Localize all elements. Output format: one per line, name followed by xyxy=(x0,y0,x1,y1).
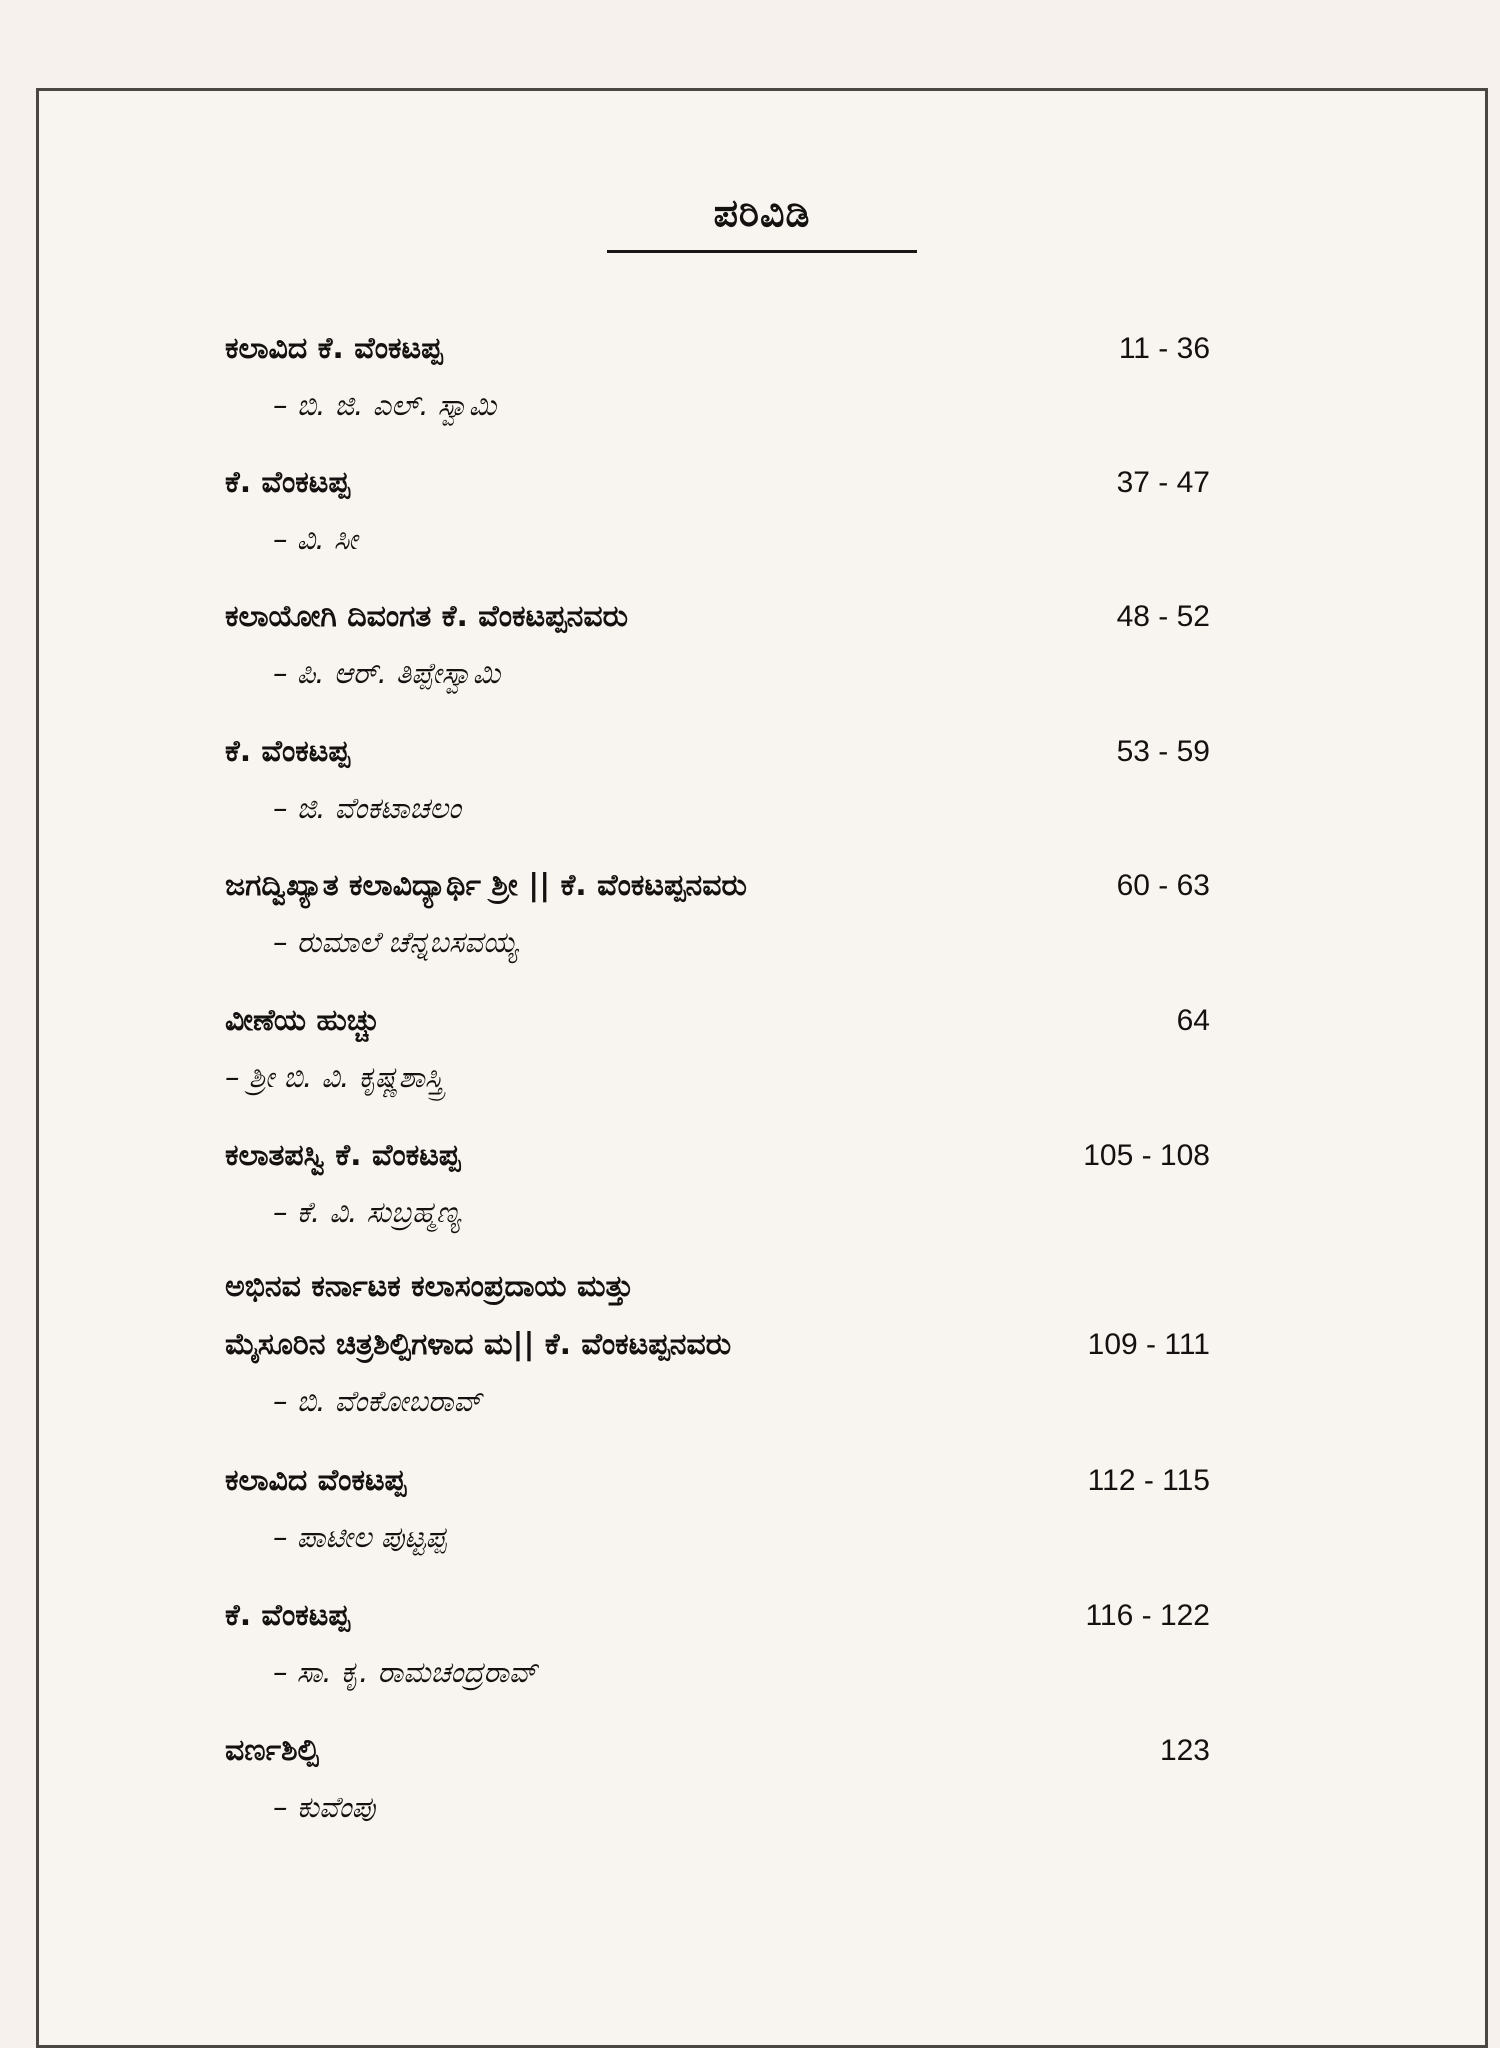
toc-entry-author: – ಕುವೆಂಪು xyxy=(273,1790,376,1824)
toc-entry xyxy=(225,1721,1210,1833)
toc-entry-title: ಜಗದ್ವಿಖ್ಯಾತ ಕಲಾವಿದ್ಯಾರ್ಥಿ ಶ್ರೀ || ಕೆ. ವೆಂಕಟಪ್ಪನವರು xyxy=(225,868,747,903)
toc-entry xyxy=(225,587,1210,699)
toc-entry-title: ವೀಣೆಯ ಹುಚ್ಚು xyxy=(225,1003,380,1038)
toc-entry-title: ವರ್ಣಶಿಲ್ಪಿ xyxy=(225,1733,319,1768)
toc-entry-pages: 60 - 63 xyxy=(1116,869,1210,902)
toc-entry-author: – ಬಿ. ವೆಂಕೋಬರಾವ್ xyxy=(273,1384,482,1418)
toc-entry-pages: 112 - 115 xyxy=(1087,1464,1210,1497)
toc-entry xyxy=(225,1586,1210,1698)
toc-entry-author: – ಸಾ. ಕೃ. ರಾಮಚಂದ್ರರಾವ್ xyxy=(273,1655,537,1689)
toc-entry-author: – ಪಿ. ಆರ್. ತಿಪ್ಪೇಸ್ವಾಮಿ xyxy=(273,656,501,690)
toc-entry-title-row xyxy=(225,319,1210,379)
toc-entry-pages: 109 - 111 xyxy=(1087,1328,1210,1361)
toc-entry xyxy=(225,453,1210,565)
toc-entry-title-row xyxy=(225,1721,1210,1781)
toc-entry-pages: 123 xyxy=(1159,1734,1210,1767)
toc-entry-title-row xyxy=(225,1126,1210,1186)
toc-entry-author: – ರುಮಾಲೆ ಚೆನ್ನಬಸವಯ್ಯ xyxy=(273,925,518,959)
toc-entry-title: ಕಲಾಯೋಗಿ ದಿವಂಗತ ಕೆ. ವೆಂಕಟಪ್ಪನವರು xyxy=(225,599,629,634)
toc-entry-pages: 105 - 108 xyxy=(1083,1139,1210,1172)
toc-entry xyxy=(225,856,1210,968)
toc-entry-title-row xyxy=(225,722,1210,782)
toc-entry-title-row xyxy=(225,587,1210,647)
toc-entry-title-row xyxy=(225,1451,1210,1511)
toc-entry xyxy=(225,1126,1210,1238)
toc-entry xyxy=(225,991,1210,1103)
contents-page xyxy=(36,88,1488,2048)
toc-entry-title-row xyxy=(225,453,1210,513)
toc-entry-pages: 64 xyxy=(1176,1004,1210,1037)
toc-entry-author: – ಶ್ರೀ ಬಿ. ವಿ. ಕೃಷ್ಣಶಾಸ್ತ್ರಿ xyxy=(225,1060,444,1094)
toc-entry xyxy=(225,722,1210,834)
toc-entry-title: ಕಲಾವಿದ ಕೆ. ವೆಂಕಟಪ್ಪ xyxy=(225,331,443,366)
toc-entry-title: ಕೆ. ವೆಂಕಟಪ್ಪ xyxy=(225,734,350,769)
toc-entry-author: – ಜಿ. ವೆಂಕಟಾಚಲಂ xyxy=(273,791,461,825)
toc-entry-author: – ಬಿ. ಜಿ. ಎಲ್. ಸ್ವಾಮಿ xyxy=(273,388,497,422)
toc-entry-title: ಕಲಾವಿದ ವೆಂಕಟಪ್ಪ xyxy=(225,1463,407,1498)
toc-entry xyxy=(225,319,1210,431)
toc-entry-author: – ಕೆ. ವಿ. ಸುಬ್ರಹ್ಮಣ್ಯ xyxy=(273,1195,461,1229)
toc-entry xyxy=(225,1451,1210,1563)
toc-entry-author: – ವಿ. ಸೀ xyxy=(273,522,358,556)
toc-entry-title-row xyxy=(225,1586,1210,1646)
contents-heading: ಪರಿವಿಡಿ xyxy=(607,191,917,253)
toc-entry-title-continued: ಮೈಸೂರಿನ ಚಿತ್ರಶಿಲ್ಪಿಗಳಾದ ಮ|| ಕೆ. ವೆಂಕಟಪ್ಪನವರು xyxy=(225,1327,732,1362)
toc-entry-pages: 53 - 59 xyxy=(1116,735,1210,768)
toc-entry-author: – ಪಾಟೀಲ ಪುಟ್ಟಪ್ಪ xyxy=(273,1520,447,1554)
toc-entry-pages: 37 - 47 xyxy=(1116,466,1210,499)
toc-entry-title: ಕೆ. ವೆಂಕಟಪ್ಪ xyxy=(225,1598,350,1633)
toc-entry-title-row xyxy=(225,856,1210,916)
toc-entry xyxy=(225,1259,1210,1427)
toc-entry-title: ಅಭಿನವ ಕರ್ನಾಟಕ ಕಲಾಸಂಪ್ರದಾಯ ಮತ್ತು xyxy=(225,1269,634,1304)
toc-entry-title-row xyxy=(225,1315,1210,1375)
contents-heading-block xyxy=(39,191,1485,253)
toc-entry-title: ಕಲಾತಪಸ್ವಿ ಕೆ. ವೆಂಕಟಪ್ಪ xyxy=(225,1138,461,1173)
toc-entry-title: ಕೆ. ವೆಂಕಟಪ್ಪ xyxy=(225,465,350,500)
toc-entry-pages: 48 - 52 xyxy=(1116,600,1210,633)
toc-entry-pages: 116 - 122 xyxy=(1085,1599,1210,1632)
toc-entry-title-row xyxy=(225,991,1210,1051)
toc-entry-pages: 11 - 36 xyxy=(1118,332,1210,365)
